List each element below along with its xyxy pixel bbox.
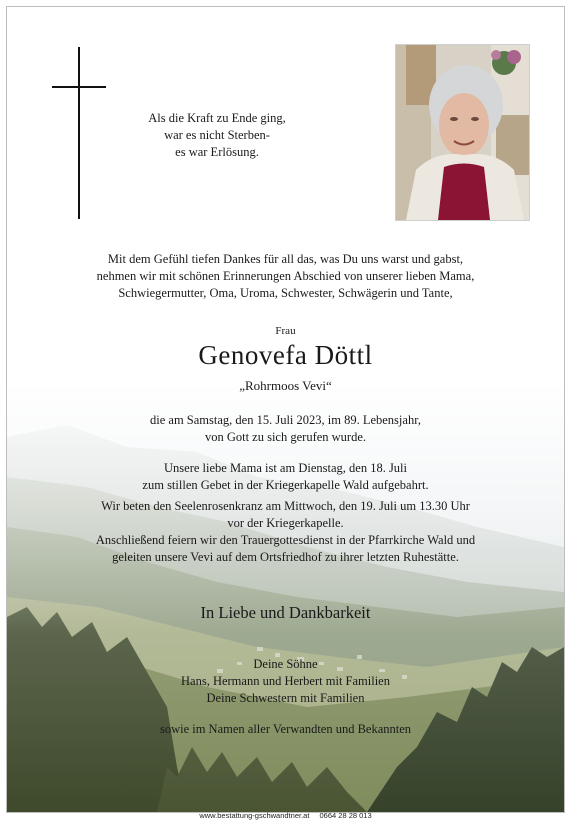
verse-line: war es nicht Sterben- xyxy=(164,128,270,142)
mourner-line: Hans, Hermann und Herbert mit Familien xyxy=(181,674,390,688)
rosary-line: Wir beten den Seelenrosenkranz am Mittwoch, den 19. Juli um 13.30 Uhr xyxy=(101,499,470,513)
intro-text xyxy=(7,251,564,302)
cross-icon-bar xyxy=(52,86,106,88)
relatives-line: sowie im Namen aller Verwandten und Bekannten xyxy=(159,722,412,736)
death-line: von Gott zu sich gerufen wurde. xyxy=(204,430,367,444)
cross-icon xyxy=(78,47,80,219)
mourners-list xyxy=(7,656,564,707)
parte-card xyxy=(6,6,565,813)
mourner-line: Deine Söhne xyxy=(253,657,318,671)
nickname: „Rohrmoos Vevi“ xyxy=(239,378,332,393)
footer-phone: 0664 28 28 013 xyxy=(319,811,372,820)
mourner-line: Deine Schwestern mit Familien xyxy=(206,691,365,705)
title-prefix: Frau xyxy=(275,325,296,337)
viewing-line: Unsere liebe Mama ist am Dienstag, den 18. Juli xyxy=(164,461,407,475)
closing-phrase: In Liebe und Dankbarkeit xyxy=(200,603,371,622)
viewing-line: zum stillen Gebet in der Kriegerkapelle Wald aufgebahrt. xyxy=(142,478,429,492)
memorial-verse xyxy=(127,110,307,161)
footer-website[interactable]: www.bestattung-gschwandtner.at xyxy=(199,811,310,820)
intro-line: nehmen wir mit schönen Erinnerungen Abschied von unserer lieben Mama, xyxy=(96,269,475,283)
verse-line: es war Erlösung. xyxy=(175,145,259,159)
rosary-line: vor der Kriegerkapelle. xyxy=(227,516,344,530)
verse-line: Als die Kraft zu Ende ging, xyxy=(148,111,286,125)
funeral-line: geleiten unsere Vevi auf dem Ortsfriedhof zu ihrer letzten Ruhestätte. xyxy=(112,550,459,564)
viewing-notice xyxy=(7,460,564,494)
funeral-line: Anschließend feiern wir den Trauergottesdienst in der Pfarrkirche Wald und xyxy=(95,533,476,547)
footer xyxy=(0,811,571,820)
rosary-notice xyxy=(7,498,564,532)
death-line: die am Samstag, den 15. Juli 2023, im 89. Lebensjahr, xyxy=(150,413,421,427)
portrait-photo xyxy=(395,44,530,221)
deceased-name: Genovefa Döttl xyxy=(198,340,373,370)
funeral-notice xyxy=(7,532,564,566)
intro-line: Mit dem Gefühl tiefen Dankes für all das, was Du uns warst und gabst, xyxy=(107,252,464,266)
intro-line: Schwiegermutter, Oma, Uroma, Schwester, Schwägerin und Tante, xyxy=(118,286,453,300)
death-notice xyxy=(7,412,564,446)
